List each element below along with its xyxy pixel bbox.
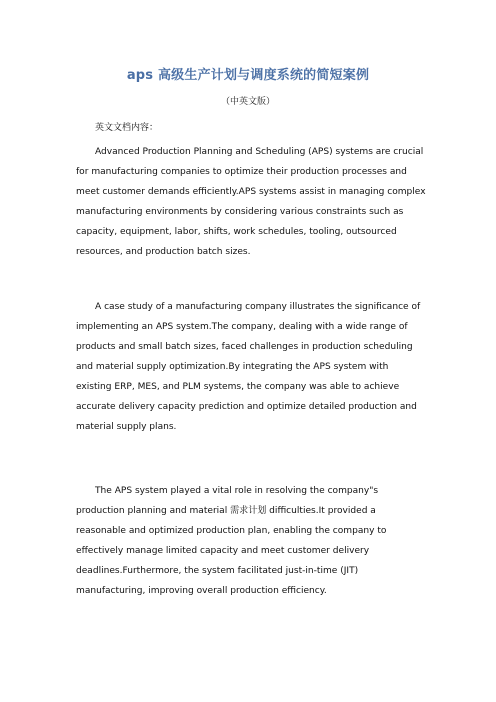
paragraph-2-block — [76, 297, 426, 437]
paragraph-3: The APS system played a vital role in resolving the company"s production planning and material 需求计划 difficulties.It provided a reasonable and optimized production plan, enabling the company to effectively manage limited capacity and meet customer delivery deadlines.Furthermore, the system facilitated just-in-time (JIT) manufacturing, improving overall production efficiency. — [76, 486, 387, 596]
paragraph-2: A case study of a manufacturing company illustrates the significance of implementing an APS system.The company, dealing with a wide range of products and small batch sizes, faced challenges in production scheduling and material supply optimization.By integrating the APS system with existing ERP, MES, and PLM systems, the company was able to achieve accurate delivery capacity prediction and optimize detailed production and material supply plans. — [76, 302, 421, 432]
paragraph-1: Advanced Production Planning and Scheduling (APS) systems are crucial for manufacturing companies to optimize their production processes and meet customer demands efficiently.APS systems assist in managing complex manufacturing environments by considering various constraints such as capacity, equipment, labor, shifts, work schedules, tooling, outsourced resources, and production batch sizes. — [76, 147, 426, 257]
paragraph-1-block — [76, 142, 426, 262]
document-subtitle: （中英文版） — [220, 97, 275, 107]
section-label: 英文文档内容： — [95, 123, 159, 133]
document-title: aps 高级生产计划与调度系统的简短案例 — [126, 68, 370, 83]
paragraph-3-block — [76, 481, 426, 601]
